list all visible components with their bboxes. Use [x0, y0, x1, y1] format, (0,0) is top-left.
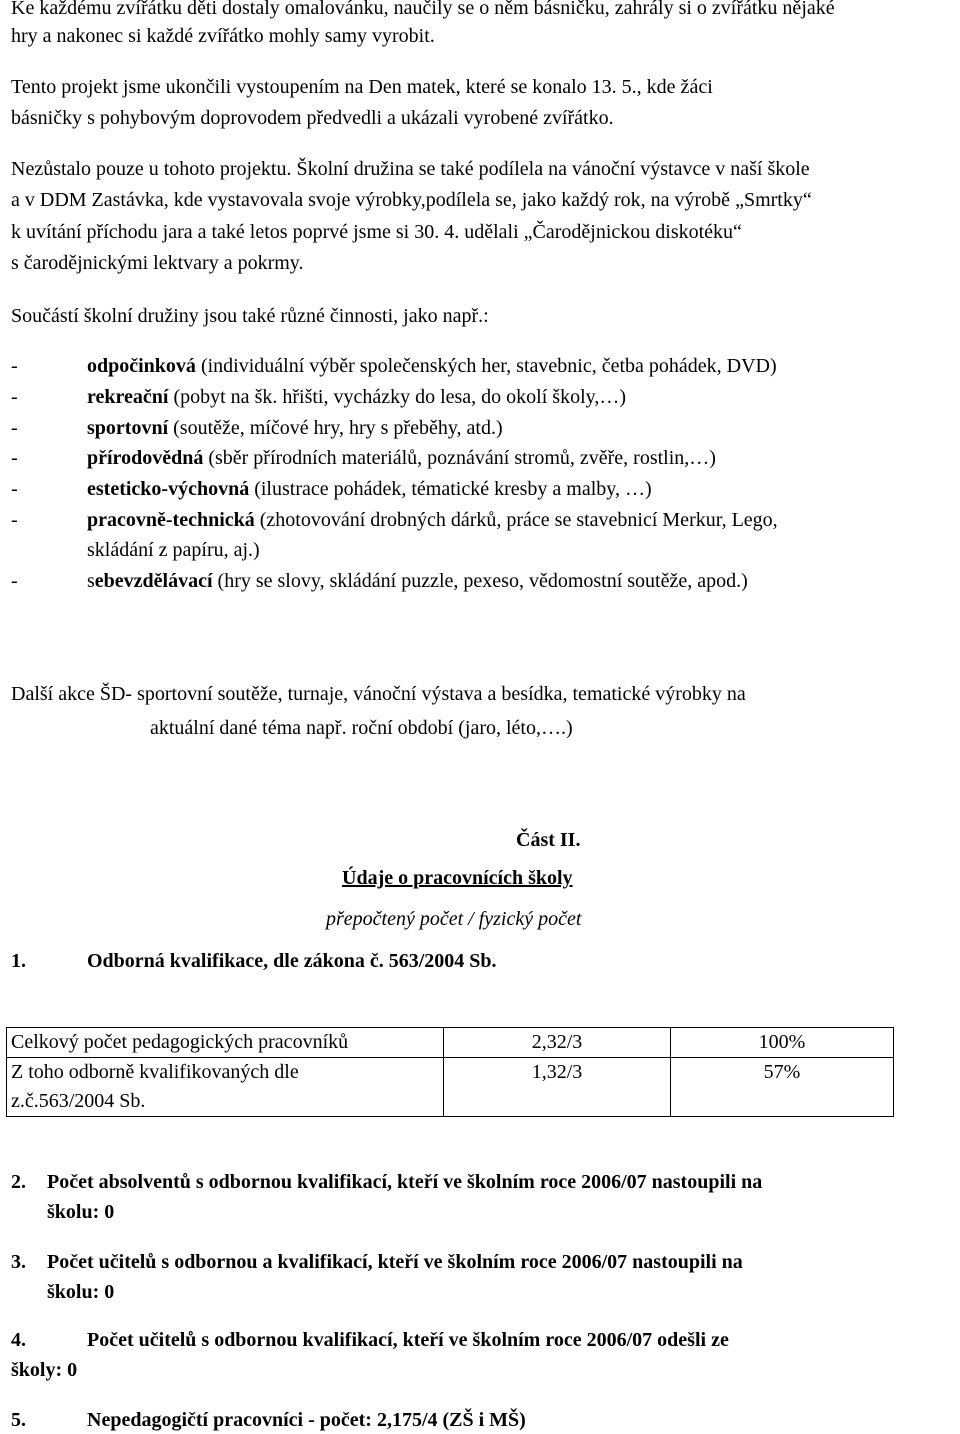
intro-paragraph-3-line-2: a v DDM Zastávka, kde vystavovala svoje výrobky,podílela se, jako každý rok, na výrobě „Smrtky“	[11, 189, 812, 211]
activity-name: odpočinková	[87, 355, 196, 377]
qualification-table	[6, 1027, 894, 1117]
activity-name: pracovně-technická	[87, 509, 255, 531]
activities-intro: Součástí školní družiny jsou také různé činnosti, jako např.:	[11, 305, 489, 327]
intro-paragraph-2-line-1: Tento projekt jsme ukončili vystoupením na Den matek, které se konalo 13. 5., kde žáci	[11, 76, 713, 98]
table-cell-percent: 100%	[671, 1028, 894, 1058]
table-cell-count: 1,32/3	[444, 1058, 671, 1117]
activity-name: sportovní	[87, 417, 169, 439]
activity-description: (zhotovování drobných dárků, práce se stavebnicí Merkur, Lego,	[254, 509, 778, 531]
activity-description: (sběr přírodních materiálů, poznávání stromů, zvěře, rostlin,…)	[203, 447, 716, 469]
section-5-heading: 5. Nepedagogičtí pracovníci - počet: 2,175/4 (ZŠ i MŠ)	[11, 1409, 526, 1431]
section-3-line-1: 3. Počet učitelů s odbornou a kvalifikací, kteří ve školním roce 2006/07 nastoupili na	[11, 1251, 743, 1273]
activity-item: - přírodovědná (sběr přírodních materiálů, poznávání stromů, zvěře, rostlin,…)	[11, 447, 716, 469]
activity-description: (individuální výběr společenských her, stavebnic, četba pohádek, DVD)	[195, 355, 777, 377]
other-activities-line-1: Další akce ŠD- sportovní soutěže, turnaje, vánoční výstava a besídka, tematické výrobky na	[11, 683, 746, 705]
activity-item-continuation: skládání z papíru, aj.)	[87, 539, 260, 561]
activity-description: (soutěže, míčové hry, hry s přeběhy, atd.)	[168, 417, 503, 439]
activity-name: ebevzdělávací	[94, 570, 213, 592]
section-4-line-2: školy: 0	[11, 1359, 78, 1381]
intro-paragraph-3-line-4: s čarodějnickými lektvary a pokrmy.	[11, 252, 304, 274]
section-2-line-1: 2. Počet absolventů s odbornou kvalifikací, kteří ve školním roce 2006/07 nastoupili na	[11, 1171, 763, 1193]
part-note: přepočtený počet / fyzický počet	[326, 908, 582, 930]
part-subtitle: Údaje o pracovnících školy	[342, 867, 573, 889]
table-cell-label: Z toho odborně kvalifikovaných dle z.č.563/2004 Sb.	[7, 1058, 444, 1117]
intro-paragraph-3-line-1: Nezůstalo pouze u tohoto projektu. Školní družina se také podílela na vánoční výstavce v naší škole	[11, 158, 810, 180]
activity-description: (pobyt na šk. hřišti, vycházky do lesa, do okolí školy,…)	[168, 386, 626, 408]
activity-item: - sebevzdělávací (hry se slovy, skládání puzzle, pexeso, vědomostní soutěže, apod.)	[11, 570, 748, 592]
table-row	[7, 1058, 894, 1117]
table-cell-count: 2,32/3	[444, 1028, 671, 1058]
activity-description: (hry se slovy, skládání puzzle, pexeso, vědomostní soutěže, apod.)	[212, 570, 748, 592]
section-3-line-2: školu: 0	[47, 1281, 115, 1303]
table-cell-label: Celkový počet pedagogických pracovníků	[7, 1028, 444, 1058]
other-activities-line-2: aktuální dané téma např. roční období (jaro, léto,….)	[150, 717, 573, 739]
activity-item: - odpočinková (individuální výběr společenských her, stavebnic, četba pohádek, DVD)	[11, 355, 777, 377]
activity-item: - sportovní (soutěže, míčové hry, hry s přeběhy, atd.)	[11, 417, 503, 439]
table-cell-percent: 57%	[671, 1058, 894, 1117]
part-title: Část II.	[516, 829, 581, 851]
activity-item: - rekreační (pobyt na šk. hřišti, vycházky do lesa, do okolí školy,…)	[11, 386, 626, 408]
activity-name: rekreační	[87, 386, 169, 408]
intro-paragraph-1-line-1: Ke každému zvířátku děti dostaly omalovánku, naučily se o něm básničku, zahrály si o zvířátku nějaké	[11, 0, 835, 19]
activity-name: přírodovědná	[87, 447, 204, 469]
activity-name-prefix: s	[87, 570, 95, 592]
activity-item: - esteticko-výchovná (ilustrace pohádek, tématické kresby a malby, …)	[11, 478, 652, 500]
intro-paragraph-2-line-2: básničky s pohybovým doprovodem předvedli a ukázali vyrobené zvířátko.	[11, 107, 614, 129]
activity-description: (ilustrace pohádek, tématické kresby a malby, …)	[249, 478, 652, 500]
activity-name: esteticko-výchovná	[87, 478, 250, 500]
intro-paragraph-3-line-3: k uvítání příchodu jara a také letos poprvé jsme si 30. 4. udělali „Čarodějnickou diskotéku“	[11, 221, 742, 243]
intro-paragraph-1-line-2: hry a nakonec si každé zvířátko mohly samy vyrobit.	[11, 25, 435, 47]
table-row	[7, 1028, 894, 1058]
section-1-heading: 1. Odborná kvalifikace, dle zákona č. 563/2004 Sb.	[11, 950, 497, 972]
section-2-line-2: školu: 0	[47, 1201, 115, 1223]
section-4-line-1: 4. Počet učitelů s odbornou kvalifikací, kteří ve školním roce 2006/07 odešli ze	[11, 1329, 729, 1351]
activity-item: - pracovně-technická (zhotovování drobných dárků, práce se stavebnicí Merkur, Lego,	[11, 509, 778, 531]
